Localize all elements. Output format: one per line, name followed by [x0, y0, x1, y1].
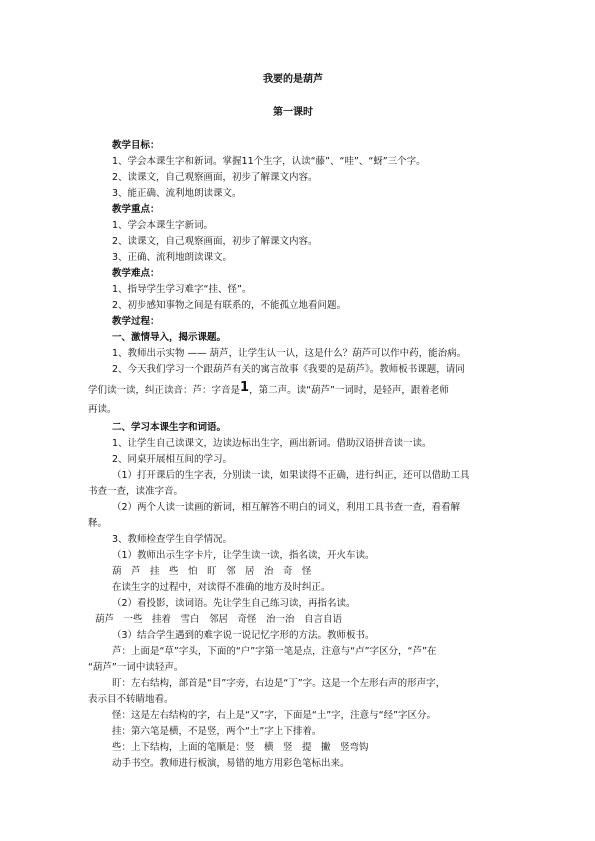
- paragraph-line: 1、让学生自己读课文，边读边标出生字，画出新词。借助汉语拼音读一读。: [112, 438, 432, 449]
- paragraph-line: （2）看投影，读词语。先让学生自己练习读，再指名读。: [112, 598, 356, 609]
- paragraph-line: 盯：左右结构，部首是“目”字旁，右边是“丁”字。这是一个左形右声的形声字，: [112, 678, 446, 689]
- key-item: 1、学会本课生字新词。: [112, 220, 214, 231]
- goal-item: 1、学会本课生字和新词。掌握11个生字，认读“藤”、“哇”、“蚜”三个字。: [112, 156, 426, 167]
- section-2-heading: 二、学习本课生字和词语。: [112, 422, 227, 433]
- key-item: 3、正确、流利地朗读课文。: [112, 252, 233, 263]
- pinyin-mark: 1: [240, 380, 250, 395]
- goals-heading: 教学目标：: [112, 140, 160, 151]
- paragraph-line: 芦：上面是“草”字头，下面的“户”字第一笔是点，注意与“卢”字区分，“芦”在: [112, 646, 437, 657]
- paragraph-line: 2、同桌开展相互间的学习。: [112, 454, 233, 465]
- paragraph-line: 书查一查，读准字音。: [88, 486, 184, 497]
- character-list: 葫 芦 挂 些 怕 盯 邻 居 治 奇 怪: [112, 566, 312, 577]
- goal-item: 2、读课文，自己观察画面，初步了解课文内容。: [112, 172, 318, 183]
- paragraph-line: 2、今天我们学习一个跟葫芦有关的寓言故事《我要的是葫芦》。教师板书课题，请同: [112, 364, 465, 375]
- paragraph-line: （1）打开课后的生字表，分别读一读，如果读得不正确，进行纠正，还可以借助工具: [112, 470, 470, 481]
- doc-subtitle: 第一课时: [273, 107, 313, 118]
- paragraph-line: 表示目不转睛地看。: [88, 694, 174, 705]
- paragraph-line: 在读生字的过程中，对读得不准确的地方及时纠正。: [112, 582, 331, 593]
- paragraph-line: [88, 380, 449, 397]
- paragraph-line: 些：上下结构，上面的笔顺是：竖 横 竖 提 撇 竖弯钩: [112, 742, 369, 753]
- goal-item: 3、能正确、流利地朗读课文。: [112, 188, 242, 199]
- paragraph-line: （3）结合学生遇到的难字说一说记忆字形的方法。教师板书。: [112, 630, 375, 641]
- key-heading: 教学重点：: [112, 204, 160, 215]
- paragraph-line: 释。: [88, 518, 108, 529]
- paragraph-line: （1）教师出示生字卡片，让学生读一读，指名读，开火车读。: [112, 550, 375, 561]
- difficulty-item: 2、初步感知事物之间是有联系的，不能孤立地看问题。: [112, 300, 347, 311]
- paragraph-line: 怪：这是左右结构的字，右上是“又”字，下面是“土”字，注意与“经”字区分。: [112, 710, 437, 721]
- paragraph-line: “葫芦”一词中读轻声。: [88, 662, 184, 673]
- paragraph-line: 再读。: [88, 404, 117, 415]
- paragraph-line: 3、教师检查学生自学情况。: [112, 534, 233, 545]
- paragraph-line: 挂：第六笔是横，不是竖，两个“土”字上下排着。: [112, 726, 322, 737]
- paragraph-line: 动手书空。教师进行板演，易错的地方用彩色笔标出来。: [112, 758, 350, 769]
- paragraph-line: （2）两个人读一读画的新词，相互解答不明白的词义，利用工具书查一查，看看解: [112, 502, 461, 513]
- section-1-heading: 一、激情导入，揭示课题。: [112, 332, 227, 343]
- line-part: 学们读一读，纠正读音：芦：字音是: [88, 385, 241, 396]
- difficulty-item: 1、指导学生学习难字“挂、怪”。: [112, 284, 252, 295]
- doc-title: 我要的是葫芦: [263, 74, 323, 85]
- difficulty-heading: 教学难点：: [112, 268, 160, 279]
- word-list: 葫芦 一些 挂着 雪白 邻居 奇怪 治一治 自言自语: [95, 614, 343, 625]
- line-part: ，第二声。读“葫芦”一词时，是轻声，跟着老师: [249, 385, 449, 396]
- key-item: 2、读课文，自己观察画面，初步了解课文内容。: [112, 236, 318, 247]
- process-heading: 教学过程：: [112, 316, 160, 327]
- paragraph-line: 1、教师出示实物 —— 葫芦，让学生认一认，这是什么？葫芦可以作中药，能治病。: [112, 348, 467, 359]
